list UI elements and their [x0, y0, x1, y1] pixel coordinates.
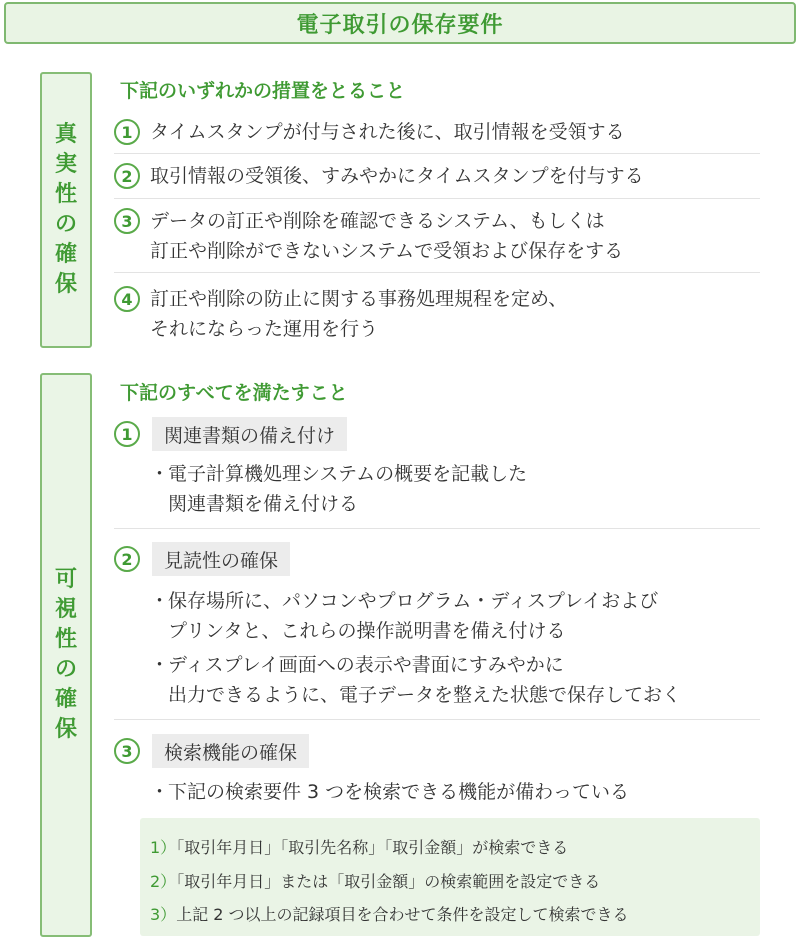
section-label-char: 真: [54, 122, 77, 147]
bullet-mark: ・: [150, 781, 170, 803]
section-label-char: 視: [54, 597, 77, 622]
circled-number: 4: [114, 286, 140, 312]
item-title: 見読性の確保: [152, 542, 290, 576]
circled-number: 3: [114, 208, 140, 234]
section-label-char: 可: [54, 567, 77, 592]
item-title: 関連書類の備え付け: [152, 417, 347, 451]
item-line: 訂正や削除ができないシステムで受領および保存をする: [150, 240, 624, 262]
divider: [114, 272, 760, 273]
bullet-line: 下記の検索要件 3 つを検索できる機能が備わっている: [168, 781, 629, 803]
requirement-item: [150, 902, 629, 925]
requirement-text: 「取引年月日」または「取引金額」の検索範囲を設定できる: [176, 872, 601, 891]
item-text: [150, 284, 567, 344]
section-label-char: 確: [54, 242, 77, 267]
circled-number: 3: [114, 738, 140, 764]
section-label-char: 確: [54, 687, 77, 712]
bullet-line: 出力できるように、電子データを整えた状態で保存しておく: [168, 684, 682, 706]
circled-number: 1: [114, 421, 140, 447]
bullet-mark: ・: [150, 463, 170, 485]
item-line: 取引情報の受領後、すみやかにタイムスタンプを付与する: [150, 165, 644, 187]
circled-number: 1: [114, 119, 140, 145]
circled-number: 2: [114, 546, 140, 572]
section-label-char: の: [54, 657, 77, 682]
section-label-char: 実: [54, 152, 77, 177]
bullet-line: ディスプレイ画面への表示や書面にすみやかに: [168, 654, 564, 676]
item-text: [150, 206, 623, 266]
section-heading: 下記のいずれかの措置をとること: [120, 80, 406, 102]
requirement-item: [150, 835, 568, 858]
section-label-char: 性: [54, 182, 77, 207]
divider: [114, 198, 760, 199]
bullet-item: [150, 650, 681, 710]
bullet-line: 電子計算機処理システムの概要を記載した: [168, 463, 528, 485]
bullet-item: [150, 777, 629, 807]
section-label-char: 保: [54, 272, 77, 297]
item-line: タイムスタンプが付与された後に、取引情報を受領する: [150, 121, 625, 143]
bullet-line: 保存場所に、パソコンやプログラム・ディスプレイおよび: [168, 590, 659, 612]
divider: [114, 719, 760, 720]
divider: [114, 153, 760, 154]
divider: [114, 528, 760, 529]
section-label-authenticity: [40, 72, 92, 348]
requirement-number: 2）: [150, 872, 177, 891]
item-line: データの訂正や削除を確認できるシステム、もしくは: [150, 210, 605, 232]
bullet-mark: ・: [150, 590, 170, 612]
item-line: 訂正や削除の防止に関する事務処理規程を定め、: [150, 288, 568, 310]
requirement-text: 「取引年月日」「取引先名称」「取引金額」が検索できる: [176, 838, 569, 857]
bullet-item: [150, 586, 658, 646]
requirement-number: 3）: [150, 905, 177, 924]
bullet-line: 関連書類を備え付ける: [168, 493, 359, 515]
bullet-line: プリンタと、これらの操作説明書を備え付ける: [168, 620, 566, 642]
section-label-char: 性: [54, 627, 77, 652]
section-label-char: 保: [54, 717, 77, 742]
requirement-text: 上記 2 つ以上の記録項目を合わせて条件を設定して検索できる: [176, 905, 629, 924]
item-text: [150, 117, 625, 147]
circled-number: 2: [114, 163, 140, 189]
bullet-mark: ・: [150, 654, 170, 676]
requirement-item: [150, 869, 600, 892]
item-title: 検索機能の確保: [152, 734, 309, 768]
section-heading: 下記のすべてを満たすこと: [120, 382, 348, 404]
item-text: [150, 161, 644, 191]
item-line: それにならった運用を行う: [150, 318, 379, 340]
bullet-item: [150, 459, 527, 519]
section-label-char: の: [54, 212, 77, 237]
requirement-number: 1）: [150, 838, 177, 857]
page-title: 電子取引の保存要件: [4, 2, 796, 44]
section-label-visibility: [40, 373, 92, 937]
